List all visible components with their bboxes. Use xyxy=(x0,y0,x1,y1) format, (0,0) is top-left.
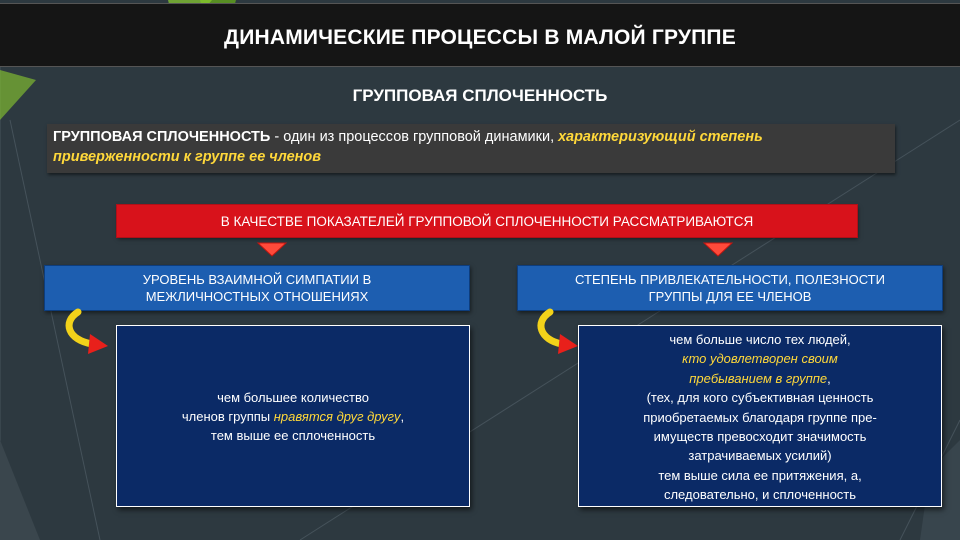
attract-desc-line2: кто удовлетворен своим xyxy=(682,351,838,367)
page-title: ДИНАМИЧЕСКИЕ ПРОЦЕССЫ В МАЛОЙ ГРУППЕ xyxy=(224,26,736,49)
attractiveness-description-box xyxy=(578,325,942,507)
attractiveness-description xyxy=(579,330,941,505)
sympathy-desc-line3: тем выше ее сплоченность xyxy=(210,428,376,443)
definition-highlight: характеризующий степень приверженности к группе ее членов xyxy=(53,129,763,165)
attract-desc-line1: чем больше число тех людей, xyxy=(669,332,851,347)
attract-desc-highlight: пребыванием в группе xyxy=(689,370,828,386)
indicator-attractiveness-line1: СТЕПЕНЬ ПРИВЛЕКАТЕЛЬНОСТИ, ПОЛЕЗНОСТИ xyxy=(575,272,885,287)
sympathy-desc-line1: чем большее количество xyxy=(217,390,369,405)
sympathy-desc-highlight: нравятся друг другу xyxy=(273,409,401,424)
attract-desc-line3-post: , xyxy=(827,370,831,386)
indicator-sympathy-line2: МЕЖЛИЧНОСТНЫХ ОТНОШЕНИЯХ xyxy=(145,289,369,304)
corner-shape-left xyxy=(0,440,40,540)
definition-text xyxy=(53,127,893,167)
sympathy-desc-line2-pre: членов группы xyxy=(181,409,274,424)
indicator-attractiveness xyxy=(517,265,943,311)
definition-body: - один из процессов групповой динамики, xyxy=(270,129,559,145)
attract-desc-line8: тем выше сила ее притяжения, а, xyxy=(658,467,862,483)
sympathy-description xyxy=(117,388,469,445)
definition-term: ГРУППОВАЯ СПЛОЧЕННОСТЬ xyxy=(53,129,271,145)
section-subtitle: ГРУППОВАЯ СПЛОЧЕННОСТЬ xyxy=(352,86,608,105)
indicators-banner xyxy=(117,205,857,237)
attract-desc-line4: (тех, для кого субъективная ценность xyxy=(646,390,874,406)
attract-desc-line7: затрачиваемых усилий) xyxy=(688,448,832,464)
indicator-sympathy-line1: УРОВЕНЬ ВЗАИМНОЙ СИМПАТИИ В xyxy=(142,272,372,287)
attract-desc-line5: приобретаемых благодаря группе пре- xyxy=(643,409,877,425)
sympathy-desc-line2 xyxy=(117,407,469,426)
sympathy-desc-line2-post: , xyxy=(400,409,405,424)
header-bar xyxy=(0,3,960,67)
indicator-sympathy-label xyxy=(45,271,469,305)
sympathy-description-box xyxy=(116,325,470,507)
indicator-attractiveness-line2: ГРУППЫ ДЛЯ ЕЕ ЧЛЕНОВ xyxy=(648,289,812,304)
indicators-title: В КАЧЕСТВЕ ПОКАЗАТЕЛЕЙ ГРУППОВОЙ СПЛОЧЕННОСТИ РАССМАТРИВАЮТСЯ xyxy=(220,214,754,229)
attract-desc-line6: имуществ превосходит значимость xyxy=(653,429,867,445)
attract-desc-line3 xyxy=(579,369,941,388)
definition-box xyxy=(47,124,895,173)
indicator-attractiveness-label xyxy=(518,271,942,305)
indicator-sympathy xyxy=(44,265,470,311)
attract-desc-line9: следовательно, и сплоченность xyxy=(663,487,857,503)
